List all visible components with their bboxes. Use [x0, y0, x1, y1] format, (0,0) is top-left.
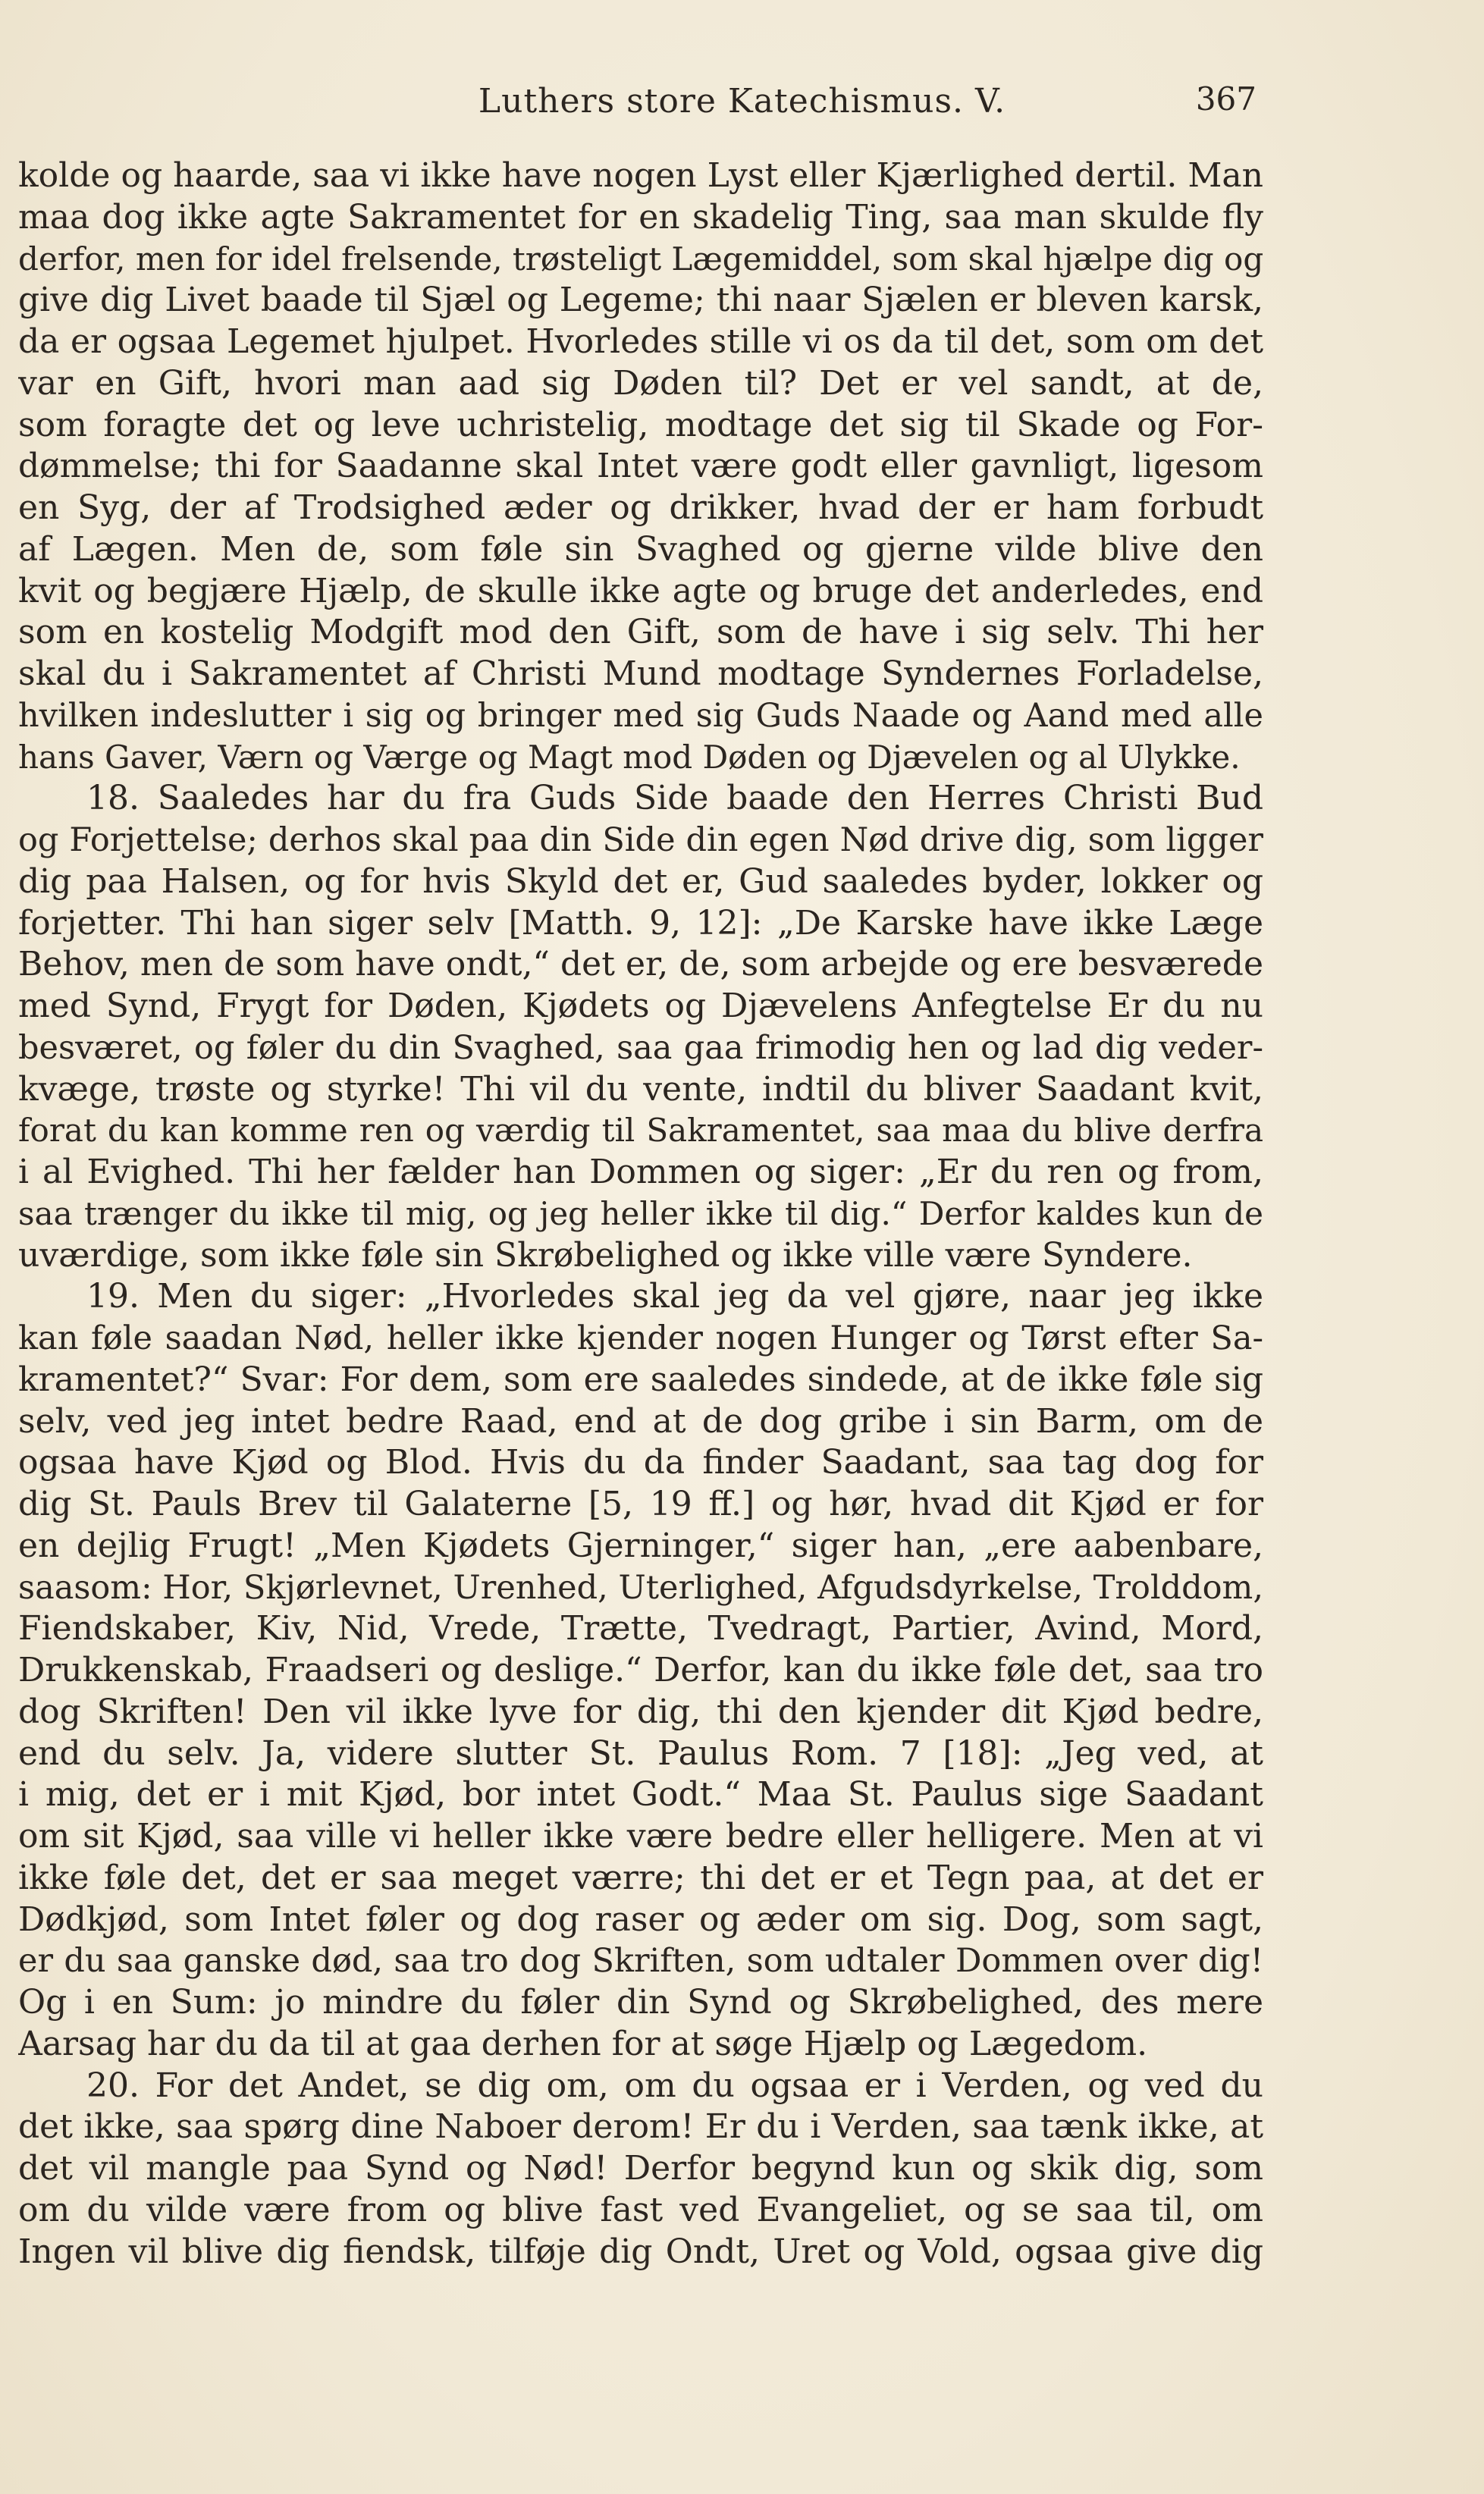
text-line: dig paa Halsen, og for hvis Skyld det er, Gud saaledes byder, lokker og — [18, 861, 1263, 901]
text-line: 19. Men du siger: „Hvorledes skal jeg da vel gjøre, naar jeg ikke — [86, 1277, 1263, 1316]
text-line: en Syg, der af Trodsighed æder og drikker, hvad der er ham forbudt — [18, 488, 1263, 527]
text-line: kvit og begjære Hjælp, de skulle ikke agte og bruge det anderledes, end — [18, 571, 1263, 610]
text-line: Drukkenskab, Fraadseri og deslige.“ Derfor, kan du ikke føle det, saa tro — [18, 1651, 1263, 1689]
text-line: om du vilde være from og blive fast ved Evangeliet, og se saa til, om — [18, 2190, 1263, 2229]
text-line: det vil mangle paa Synd og Nød! Derfor begynd kun og skik dig, som — [18, 2149, 1263, 2188]
body-text — [18, 155, 1263, 2273]
text-line: om sit Kjød, saa ville vi heller ikke være bedre eller helligere. Men at vi — [18, 1817, 1263, 1856]
text-line: med Synd, Frygt for Døden, Kjødets og Djævelens Anfegtelse Er du nu — [18, 987, 1263, 1025]
text-line: var en Gift, hvori man aad sig Døden til? Det er vel sandt, at de, — [18, 363, 1263, 403]
text-line: dog Skriften! Den vil ikke lyve for dig, thi den kjender dit Kjød bedre, — [18, 1692, 1263, 1731]
text-line: ogsaa have Kjød og Blod. Hvis du da finder Saadant, saa tag dog for — [18, 1443, 1263, 1482]
text-line: selv, ved jeg intet bedre Raad, end at de dog gribe i sin Barm, om de — [18, 1401, 1263, 1441]
text-line: derfor, men for idel frelsende, trøsteligt Lægemiddel, som skal hjælpe dig og — [18, 240, 1263, 278]
text-line: kan føle saadan Nød, heller ikke kjender nogen Hunger og Tørst efter Sa- — [18, 1319, 1263, 1357]
text-line: Ingen vil blive dig fiendsk, tilføje dig Ondt, Uret og Vold, ogsaa give dig — [18, 2232, 1263, 2271]
text-line: da er ogsaa Legemet hjulpet. Hvorledes stille vi os da til det, som om det — [18, 322, 1263, 361]
text-line: og Forjettelse; derhos skal paa din Side din egen Nød drive dig, som ligger — [18, 821, 1263, 859]
text-line: af Lægen. Men de, som føle sin Svaghed og gjerne vilde blive den — [18, 529, 1263, 569]
text-line: dig St. Pauls Brev til Galaterne [5, 19 ff.] og hør, hvad dit Kjød er for — [18, 1485, 1263, 1523]
text-line: 18. Saaledes har du fra Guds Side baade den Herres Christi Bud — [86, 779, 1263, 818]
text-line: Fiendskaber, Kiv, Nid, Vrede, Trætte, Tvedragt, Partier, Avind, Mord, — [18, 1609, 1263, 1649]
text-line: Behov, men de som have ondt,“ det er, de, som arbejde og ere besværede — [18, 945, 1263, 984]
text-line: saa trænger du ikke til mig, og jeg heller ikke til dig.“ Derfor kaldes kun de — [18, 1194, 1263, 1232]
text-line: Aarsag har du da til at gaa derhen for at søge Hjælp og Lægedom. — [18, 2024, 1148, 2063]
text-line: det ikke, saa spørg dine Naboer derom! Er du i Verden, saa tænk ikke, at — [18, 2107, 1263, 2147]
text-line: kvæge, trøste og styrke! Thi vil du vente, indtil du bliver Saadant kvit, — [18, 1069, 1263, 1109]
text-line: give dig Livet baade til Sjæl og Legeme; thi naar Sjælen er bleven karsk, — [18, 281, 1263, 320]
text-line: i mig, det er i mit Kjød, bor intet Godt.“ Maa St. Paulus sige Saadant — [18, 1775, 1263, 1815]
text-line: som foragte det og leve uchristelig, modtage det sig til Skade og For- — [18, 405, 1263, 444]
text-line: 20. For det Andet, se dig om, om du ogsaa er i Verden, og ved du — [86, 2066, 1263, 2105]
page-header — [0, 76, 1484, 136]
text-line: en dejlig Frugt! „Men Kjødets Gjerninger,“ siger han, „ere aabenbare, — [18, 1526, 1263, 1565]
text-line: besværet, og føler du din Svaghed, saa gaa frimodig hen og lad dig veder- — [18, 1028, 1263, 1067]
text-line: skal du i Sakramentet af Christi Mund modtage Syndernes Forladelse, — [18, 654, 1263, 693]
text-line: Og i en Sum: jo mindre du føler din Synd og Skrøbelighed, des mere — [18, 1983, 1263, 2022]
text-line: i al Evighed. Thi her fælder han Dommen og siger: „Er du ren og from, — [18, 1153, 1263, 1191]
text-line: dømmelse; thi for Saadanne skal Intet være godt eller gavnligt, ligesom — [18, 447, 1263, 486]
text-line: kramentet?“ Svar: For dem, som ere saaledes sindede, at de ikke føle sig — [18, 1360, 1263, 1399]
running-title: Luthers store Katechismus. V. — [478, 82, 1006, 121]
text-line: Dødkjød, som Intet føler og dog raser og æder om sig. Dog, som sagt, — [18, 1900, 1263, 1939]
text-line: saasom: Hor, Skjørlevnet, Urenhed, Uterlighed, Afgudsdyrkelse, Trolddom, — [18, 1568, 1263, 1607]
text-line: som en kostelig Modgift mod den Gift, som de have i sig selv. Thi her — [18, 613, 1263, 652]
text-line: forjetter. Thi han siger selv [Matth. 9, 12]: „De Karske have ikke Læge — [18, 903, 1263, 943]
page-number: 367 — [1195, 80, 1257, 118]
text-line: er du saa ganske død, saa tro dog Skriften, som udtaler Dommen over dig! — [18, 1942, 1263, 1981]
text-line: uværdige, som ikke føle sin Skrøbelighed og ikke ville være Syndere. — [18, 1235, 1193, 1275]
text-line: forat du kan komme ren og værdig til Sakramentet, saa maa du blive derfra — [18, 1112, 1263, 1150]
text-line: hans Gaver, Værn og Værge og Magt mod Døden og Djævelen og al Ulykke. — [18, 738, 1241, 776]
text-line: ikke føle det, det er saa meget værre; thi det er et Tegn paa, at det er — [18, 1858, 1263, 1897]
text-line: hvilken indeslutter i sig og bringer med sig Guds Naade og Aand med alle — [18, 696, 1263, 735]
text-line: kolde og haarde, saa vi ikke have nogen Lyst eller Kjærlighed dertil. Man — [18, 156, 1263, 195]
text-line: end du selv. Ja, videre slutter St. Paulus Rom. 7 [18]: „Jeg ved, at — [18, 1733, 1263, 1773]
text-line: maa dog ikke agte Sakramentet for en skadelig Ting, saa man skulde fly — [18, 197, 1263, 237]
